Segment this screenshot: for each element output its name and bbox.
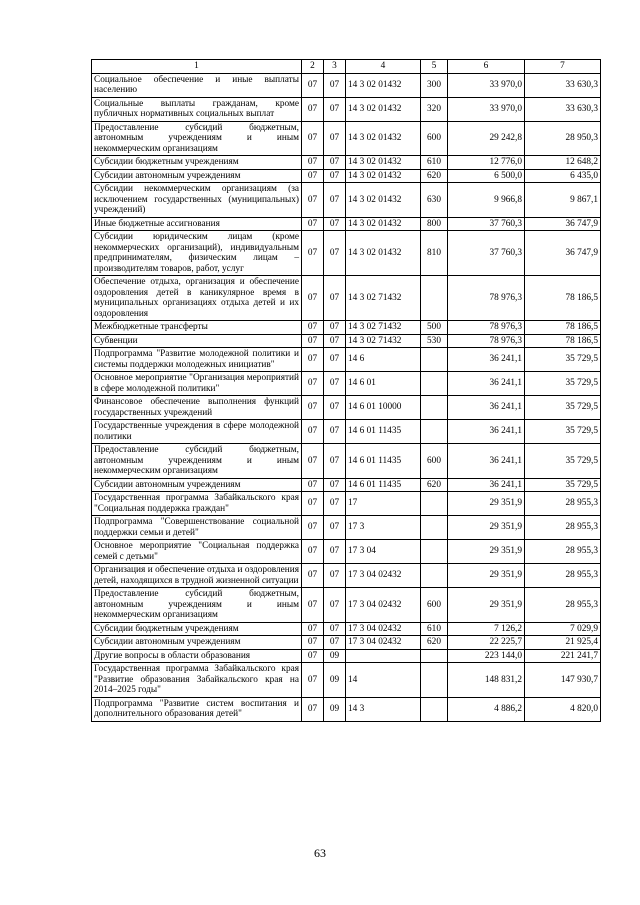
section-code: 07 — [302, 121, 324, 156]
amount-col-7: 28 955,3 — [525, 588, 601, 623]
expense-type — [421, 420, 448, 444]
table-row — [92, 649, 601, 663]
table-row — [92, 396, 601, 420]
target-article: 14 3 02 71432 — [346, 276, 421, 321]
amount-col-7: 21 925,4 — [525, 636, 601, 650]
section-code: 07 — [302, 420, 324, 444]
section-code: 07 — [302, 663, 324, 698]
target-article: 17 3 — [346, 516, 421, 540]
table-row — [92, 231, 601, 276]
expense-type: 620 — [421, 636, 448, 650]
table-row — [92, 564, 601, 588]
header-col-3: 3 — [324, 60, 346, 74]
subsection-code: 07 — [324, 231, 346, 276]
target-article: 17 3 04 02432 — [346, 636, 421, 650]
expense-name: Организация и обеспечение отдыха и оздоровления детей, находящихся в трудной жизненной ситуации — [92, 564, 302, 588]
budget-table — [91, 59, 601, 722]
expense-name: Субсидии юридическим лицам (кроме некоммерческих организаций), индивидуальным предпринимателям, физическим лицам – производителям товаров, работ, услуг — [92, 231, 302, 276]
table-row — [92, 663, 601, 698]
header-col-6: 6 — [448, 60, 525, 74]
target-article: 14 3 02 01432 — [346, 231, 421, 276]
amount-col-7: 36 747,9 — [525, 217, 601, 231]
table-row — [92, 636, 601, 650]
table-row — [92, 217, 601, 231]
amount-col-7: 35 729,5 — [525, 348, 601, 372]
subsection-code: 07 — [324, 492, 346, 516]
amount-col-7: 35 729,5 — [525, 396, 601, 420]
section-code: 07 — [302, 478, 324, 492]
amount-col-6: 22 225,7 — [448, 636, 525, 650]
table-row — [92, 321, 601, 335]
amount-col-6: 36 241,1 — [448, 396, 525, 420]
target-article: 17 3 04 — [346, 540, 421, 564]
expense-name: Субвенции — [92, 334, 302, 348]
target-article: 14 6 01 11435 — [346, 420, 421, 444]
expense-name: Подпрограмма "Развитие молодежной политики и системы поддержки молодежных инициатив" — [92, 348, 302, 372]
table-row — [92, 183, 601, 218]
expense-name: Предоставление субсидий бюджетным, автономным учреждениям и иным некоммерческим организациям — [92, 444, 302, 479]
expense-name: Межбюджетные трансферты — [92, 321, 302, 335]
expense-name: Субсидии бюджетным учреждениям — [92, 622, 302, 636]
expense-type: 630 — [421, 183, 448, 218]
expense-type — [421, 372, 448, 396]
target-article: 17 — [346, 492, 421, 516]
section-code: 07 — [302, 217, 324, 231]
amount-col-7: 35 729,5 — [525, 420, 601, 444]
expense-name: Предоставление субсидий бюджетным, автономным учреждениям и иным некоммерческим организациям — [92, 588, 302, 623]
expense-type: 620 — [421, 478, 448, 492]
subsection-code: 07 — [324, 540, 346, 564]
section-code: 07 — [302, 540, 324, 564]
amount-col-6: 37 760,3 — [448, 231, 525, 276]
expense-name: Другие вопросы в области образования — [92, 649, 302, 663]
expense-type: 530 — [421, 334, 448, 348]
table-row — [92, 478, 601, 492]
target-article: 14 3 02 01432 — [346, 156, 421, 170]
amount-col-7: 9 867,1 — [525, 183, 601, 218]
header-col-2: 2 — [302, 60, 324, 74]
expense-name: Государственные учреждения в сфере молодежной политики — [92, 420, 302, 444]
section-code: 07 — [302, 588, 324, 623]
section-code: 07 — [302, 516, 324, 540]
target-article: 17 3 04 02432 — [346, 622, 421, 636]
expense-name: Обеспечение отдыха, организация и обеспечение оздоровления детей в каникулярное время в муниципальных организациях отдыха детей и их оздоровления — [92, 276, 302, 321]
amount-col-6: 78 976,3 — [448, 276, 525, 321]
target-article: 17 3 04 02432 — [346, 564, 421, 588]
subsection-code: 07 — [324, 217, 346, 231]
amount-col-7: 4 820,0 — [525, 697, 601, 721]
expense-type — [421, 697, 448, 721]
table-row — [92, 73, 601, 97]
amount-col-7: 78 186,5 — [525, 321, 601, 335]
table-row — [92, 444, 601, 479]
amount-col-7: 78 186,5 — [525, 334, 601, 348]
target-article: 14 3 02 01432 — [346, 183, 421, 218]
expense-name: Иные бюджетные ассигнования — [92, 217, 302, 231]
expense-type: 600 — [421, 121, 448, 156]
subsection-code: 07 — [324, 121, 346, 156]
subsection-code: 07 — [324, 73, 346, 97]
subsection-code: 07 — [324, 622, 346, 636]
amount-col-6: 223 144,0 — [448, 649, 525, 663]
page-number: 63 — [314, 846, 326, 860]
expense-type — [421, 663, 448, 698]
target-article — [346, 649, 421, 663]
amount-col-7: 28 955,3 — [525, 516, 601, 540]
target-article: 14 3 02 01432 — [346, 217, 421, 231]
expense-name: Государственная программа Забайкальского края "Развитие образования Забайкальского края на 2014–2025 годы" — [92, 663, 302, 698]
amount-col-7: 78 186,5 — [525, 276, 601, 321]
expense-type — [421, 396, 448, 420]
subsection-code: 09 — [324, 697, 346, 721]
target-article: 14 3 — [346, 697, 421, 721]
section-code: 07 — [302, 348, 324, 372]
subsection-code: 07 — [324, 156, 346, 170]
table-row — [92, 697, 601, 721]
section-code: 07 — [302, 372, 324, 396]
amount-col-6: 6 500,0 — [448, 169, 525, 183]
subsection-code: 07 — [324, 588, 346, 623]
expense-type: 610 — [421, 622, 448, 636]
subsection-code: 07 — [324, 348, 346, 372]
target-article: 14 3 02 01432 — [346, 169, 421, 183]
expense-type: 620 — [421, 169, 448, 183]
amount-col-6: 36 241,1 — [448, 372, 525, 396]
expense-type: 600 — [421, 444, 448, 479]
table-row — [92, 97, 601, 121]
amount-col-7: 12 648,2 — [525, 156, 601, 170]
expense-type: 500 — [421, 321, 448, 335]
expense-name: Подпрограмма "Развитие систем воспитания и дополнительного образования детей" — [92, 697, 302, 721]
expense-type — [421, 649, 448, 663]
table-row — [92, 348, 601, 372]
subsection-code: 07 — [324, 183, 346, 218]
section-code: 07 — [302, 492, 324, 516]
subsection-code: 07 — [324, 444, 346, 479]
subsection-code: 07 — [324, 321, 346, 335]
amount-col-6: 7 126,2 — [448, 622, 525, 636]
target-article: 14 3 02 01432 — [346, 121, 421, 156]
subsection-code: 07 — [324, 334, 346, 348]
amount-col-7: 28 955,3 — [525, 540, 601, 564]
section-code: 07 — [302, 334, 324, 348]
table-row — [92, 156, 601, 170]
amount-col-7: 28 955,3 — [525, 564, 601, 588]
target-article: 14 — [346, 663, 421, 698]
section-code: 07 — [302, 649, 324, 663]
expense-name: Субсидии бюджетным учреждениям — [92, 156, 302, 170]
expense-type — [421, 516, 448, 540]
expense-name: Субсидии автономным учреждениям — [92, 478, 302, 492]
table-row — [92, 540, 601, 564]
header-col-4: 4 — [346, 60, 421, 74]
amount-col-6: 33 970,0 — [448, 97, 525, 121]
amount-col-7: 6 435,0 — [525, 169, 601, 183]
expense-name: Субсидии автономным учреждениям — [92, 169, 302, 183]
expense-type — [421, 564, 448, 588]
amount-col-7: 35 729,5 — [525, 372, 601, 396]
amount-col-7: 35 729,5 — [525, 478, 601, 492]
target-article: 14 6 — [346, 348, 421, 372]
amount-col-6: 36 241,1 — [448, 420, 525, 444]
subsection-code: 07 — [324, 372, 346, 396]
amount-col-7: 7 029,9 — [525, 622, 601, 636]
expense-type: 610 — [421, 156, 448, 170]
table-row — [92, 276, 601, 321]
expense-name: Финансовое обеспечение выполнения функций государственных учреждений — [92, 396, 302, 420]
section-code: 07 — [302, 321, 324, 335]
amount-col-7: 28 950,3 — [525, 121, 601, 156]
amount-col-7: 35 729,5 — [525, 444, 601, 479]
target-article: 14 6 01 — [346, 372, 421, 396]
table-row — [92, 121, 601, 156]
section-code: 07 — [302, 97, 324, 121]
target-article: 14 6 01 11435 — [346, 444, 421, 479]
amount-col-6: 29 351,9 — [448, 492, 525, 516]
subsection-code: 07 — [324, 478, 346, 492]
expense-type: 320 — [421, 97, 448, 121]
header-row — [92, 60, 601, 74]
target-article: 14 6 01 11435 — [346, 478, 421, 492]
expense-type: 810 — [421, 231, 448, 276]
table-row — [92, 420, 601, 444]
amount-col-6: 36 241,1 — [448, 478, 525, 492]
section-code: 07 — [302, 697, 324, 721]
section-code: 07 — [302, 276, 324, 321]
expense-name: Основное мероприятие "Организация мероприятий в сфере молодежной политики" — [92, 372, 302, 396]
table-row — [92, 588, 601, 623]
expense-name: Субсидии некоммерческим организациям (за исключением государственных (муниципальных) учреждений) — [92, 183, 302, 218]
section-code: 07 — [302, 169, 324, 183]
amount-col-7: 36 747,9 — [525, 231, 601, 276]
amount-col-7: 33 630,3 — [525, 97, 601, 121]
header-col-1: 1 — [92, 60, 302, 74]
amount-col-6: 78 976,3 — [448, 334, 525, 348]
subsection-code: 09 — [324, 663, 346, 698]
header-col-7: 7 — [525, 60, 601, 74]
subsection-code: 07 — [324, 169, 346, 183]
expense-name: Социальные выплаты гражданам, кроме публичных нормативных социальных выплат — [92, 97, 302, 121]
target-article: 14 3 02 01432 — [346, 97, 421, 121]
amount-col-6: 12 776,0 — [448, 156, 525, 170]
amount-col-6: 33 970,0 — [448, 73, 525, 97]
amount-col-6: 36 241,1 — [448, 348, 525, 372]
subsection-code: 07 — [324, 564, 346, 588]
subsection-code: 07 — [324, 420, 346, 444]
table-row — [92, 516, 601, 540]
expense-type: 600 — [421, 588, 448, 623]
section-code: 07 — [302, 396, 324, 420]
section-code: 07 — [302, 564, 324, 588]
section-code: 07 — [302, 636, 324, 650]
expense-name: Предоставление субсидий бюджетным, автономным учреждениям и иным некоммерческим организациям — [92, 121, 302, 156]
table-row — [92, 334, 601, 348]
section-code: 07 — [302, 183, 324, 218]
subsection-code: 09 — [324, 649, 346, 663]
table-row — [92, 372, 601, 396]
table-row — [92, 169, 601, 183]
header-col-5: 5 — [421, 60, 448, 74]
section-code: 07 — [302, 156, 324, 170]
amount-col-7: 28 955,3 — [525, 492, 601, 516]
section-code: 07 — [302, 622, 324, 636]
expense-name: Субсидии автономным учреждениям — [92, 636, 302, 650]
amount-col-7: 147 930,7 — [525, 663, 601, 698]
section-code: 07 — [302, 231, 324, 276]
expense-name: Основное мероприятие "Социальная поддержка семей с детьми" — [92, 540, 302, 564]
target-article: 14 3 02 71432 — [346, 321, 421, 335]
amount-col-6: 29 351,9 — [448, 564, 525, 588]
amount-col-6: 9 966,8 — [448, 183, 525, 218]
amount-col-7: 221 241,7 — [525, 649, 601, 663]
expense-type: 800 — [421, 217, 448, 231]
subsection-code: 07 — [324, 276, 346, 321]
amount-col-6: 78 976,3 — [448, 321, 525, 335]
expense-type — [421, 492, 448, 516]
subsection-code: 07 — [324, 97, 346, 121]
target-article: 14 3 02 01432 — [346, 73, 421, 97]
amount-col-6: 29 351,9 — [448, 540, 525, 564]
amount-col-6: 29 351,9 — [448, 516, 525, 540]
target-article: 17 3 04 02432 — [346, 588, 421, 623]
section-code: 07 — [302, 73, 324, 97]
expense-type — [421, 540, 448, 564]
expense-type — [421, 348, 448, 372]
expense-name: Социальное обеспечение и иные выплаты населению — [92, 73, 302, 97]
amount-col-6: 36 241,1 — [448, 444, 525, 479]
expense-name: Подпрограмма "Совершенствование социальной поддержки семьи и детей" — [92, 516, 302, 540]
table-row — [92, 622, 601, 636]
amount-col-7: 33 630,3 — [525, 73, 601, 97]
table-body — [92, 73, 601, 721]
amount-col-6: 37 760,3 — [448, 217, 525, 231]
target-article: 14 3 02 71432 — [346, 334, 421, 348]
expense-type — [421, 276, 448, 321]
expense-type: 300 — [421, 73, 448, 97]
subsection-code: 07 — [324, 636, 346, 650]
subsection-code: 07 — [324, 396, 346, 420]
amount-col-6: 148 831,2 — [448, 663, 525, 698]
table-row — [92, 492, 601, 516]
subsection-code: 07 — [324, 516, 346, 540]
amount-col-6: 29 242,8 — [448, 121, 525, 156]
amount-col-6: 4 886,2 — [448, 697, 525, 721]
amount-col-6: 29 351,9 — [448, 588, 525, 623]
expense-name: Государственная программа Забайкальского края "Социальная поддержка граждан" — [92, 492, 302, 516]
section-code: 07 — [302, 444, 324, 479]
target-article: 14 6 01 10000 — [346, 396, 421, 420]
